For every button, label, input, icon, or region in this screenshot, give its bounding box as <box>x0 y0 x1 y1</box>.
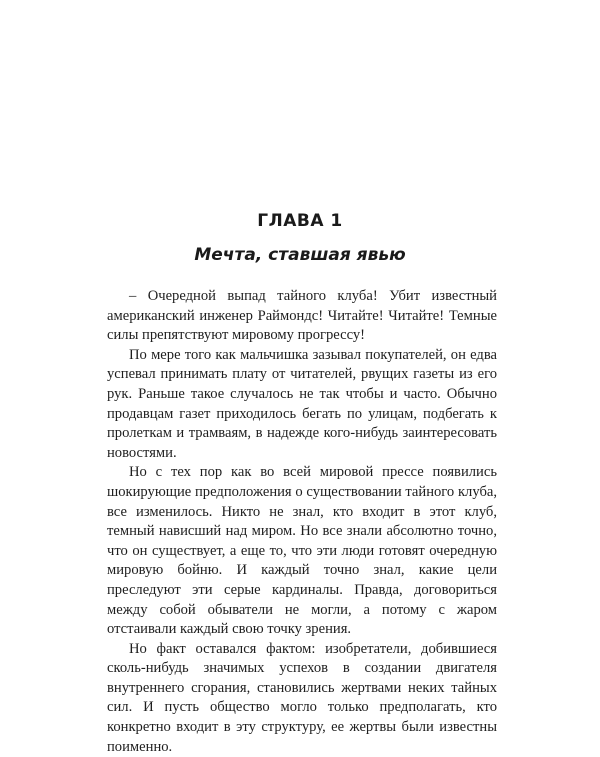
chapter-title: ГЛАВА 1 <box>257 211 343 231</box>
paragraph-3: Но с тех пор как во всей мировой прессе появились шокирующие предположения о существовании тайного клуба, все изменилось. Никто не знал, кто входит в этот клуб, темный нависший над миром. Но все знали абсолютно точно, что он существует, а еще то, что эти люди готовят очередную мировую бойню. И каждый точно знал, какие цели преследуют эти серые кардиналы. Правда, договориться между собой обыватели не могли, а потому с жаром отстаивали каждый свою точку зрения. <box>107 464 497 638</box>
paragraph-1: – Очередной выпад тайного клуба! Убит известный американский инженер Раймондс! Читайте! Читайте! Темные силы препятствуют мировому прогрессу! <box>107 288 497 344</box>
paragraph-2: По мере того как мальчишка зазывал покупателей, он едва успевал принимать плату от читателей, рвущих газеты из его рук. Раньше такое случалось не так чтобы и часто. Обычно продавцам газет приходилось бегать по улицам, подбегать к пролеткам и трамваям, в надежде кого-нибудь заинтересовать новостями. <box>107 346 497 461</box>
chapter-subtitle: Мечта, ставшая явью <box>194 245 406 265</box>
paragraph-4: Но факт оставался фактом: изобретатели, добившиеся сколь-нибудь значимых успехов в создании двигателя внутреннего сгорания, становились жертвами неких тайных сил. И пусть общество могло только предполагать, кто конкретно входит в эту структуру, ее жертвы были известны поименно. <box>107 640 497 755</box>
chapter-heading <box>0 210 600 266</box>
body-text <box>107 287 497 757</box>
